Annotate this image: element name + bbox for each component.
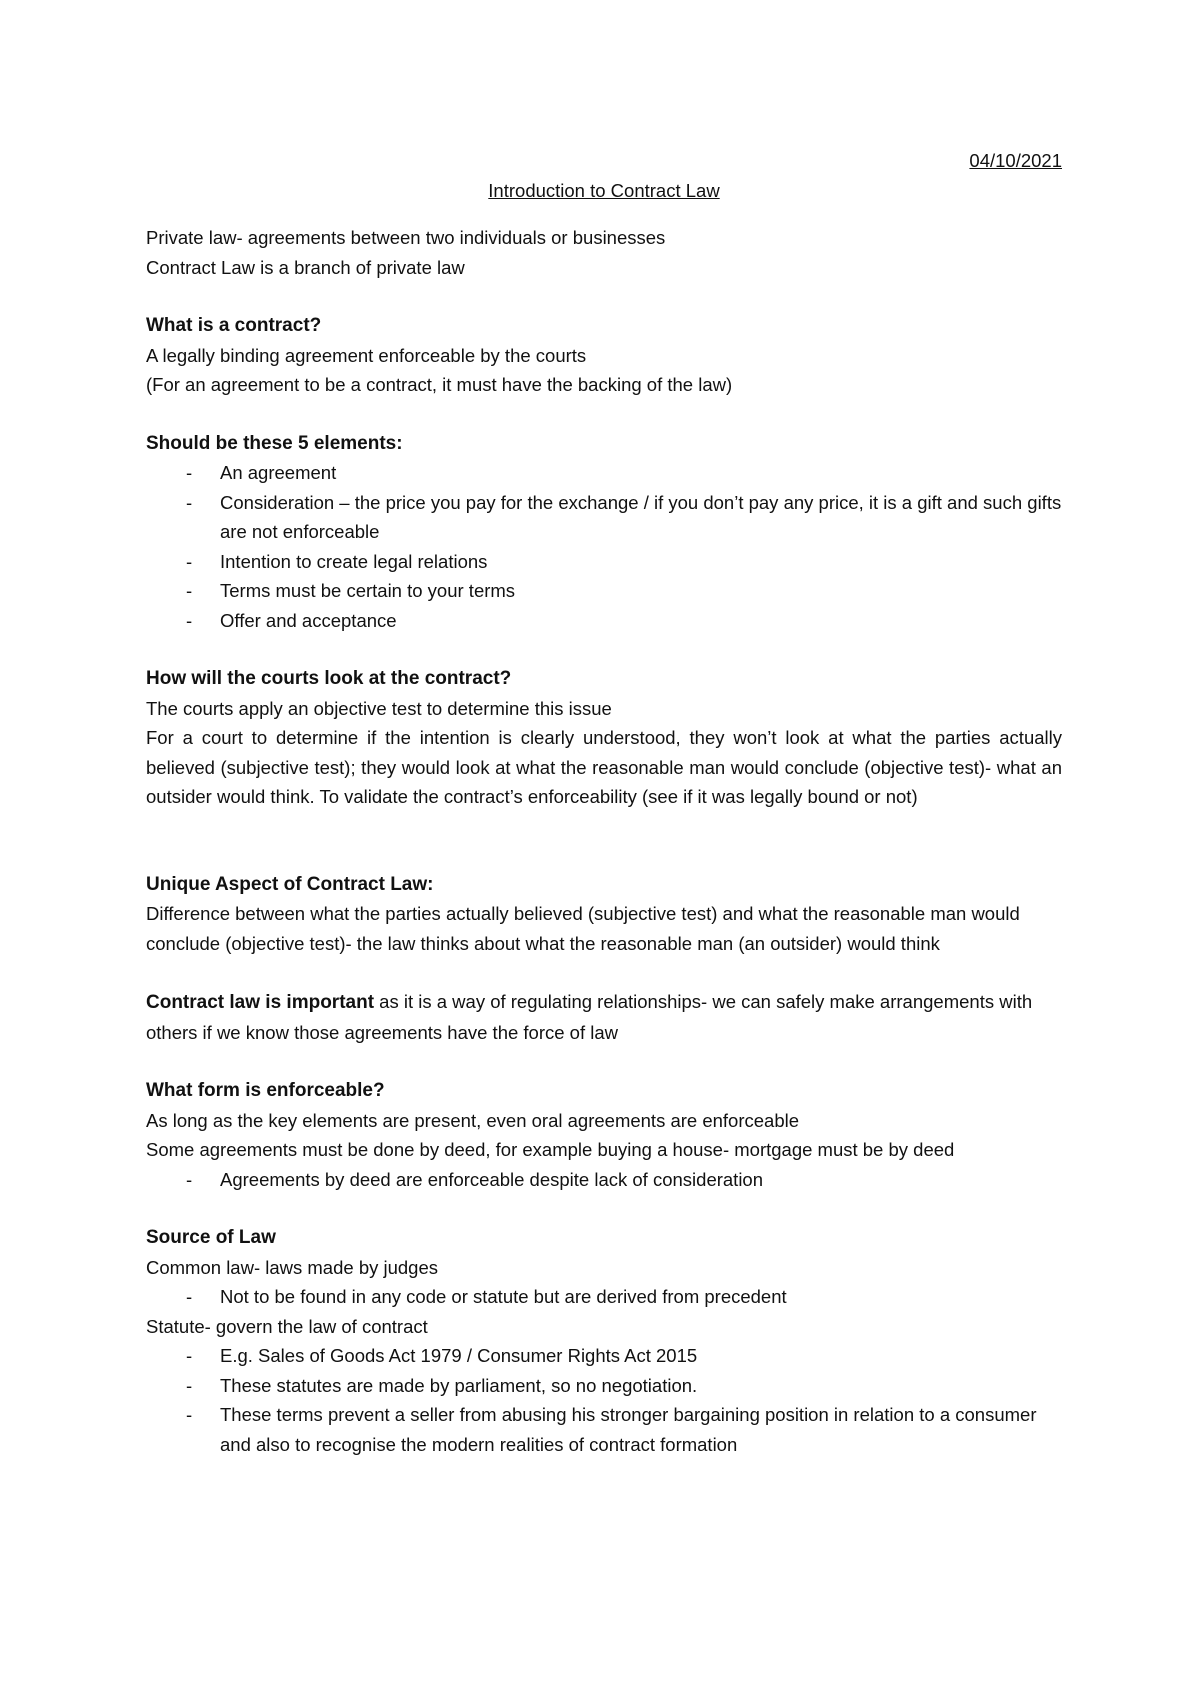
- intro-line: Contract Law is a branch of private law: [146, 256, 465, 278]
- form-list: [146, 1165, 1062, 1195]
- body-line: The courts apply an objective test to determine this issue: [146, 697, 612, 719]
- body-line: Some agreements must be done by deed, for example buying a house- mortgage must be by deed: [146, 1139, 955, 1160]
- body-line: (For an agreement to be a contract, it must have the backing of the law): [146, 374, 733, 395]
- document-date: 04/10/2021: [969, 150, 1062, 171]
- section-heading-unique-aspect: Unique Aspect of Contract Law:: [146, 873, 434, 895]
- list-item: - Agreements by deed are enforceable despite lack of consideration: [146, 1165, 1062, 1195]
- elements-list: [146, 458, 1062, 635]
- list-item: - Not to be found in any code or statute but are derived from precedent: [146, 1282, 1062, 1312]
- statute-list: [146, 1341, 1062, 1459]
- important-rest-text: as it is a way of regulating relationships- we can safely make arrangements with others if we know those agreements have the force of law: [146, 991, 1033, 1043]
- body-paragraph: Difference between what the parties actually believed (subjective test) and what the reasonable man would conclude (objective test)- the law thinks about what the reasonable man (an outsider) would think: [146, 903, 1020, 954]
- section-heading-source-of-law: Source of Law: [146, 1227, 276, 1248]
- body-line: Statute- govern the law of contract: [146, 1315, 428, 1337]
- list-item: - Consideration – the price you pay for the exchange / if you don’t pay any price, it is a gift and such gifts are not enforceable: [146, 488, 1062, 547]
- document-title: Introduction to Contract Law: [488, 179, 720, 201]
- list-item: - Offer and acceptance: [146, 606, 1062, 636]
- list-item: - Terms must be certain to your terms: [146, 576, 1062, 606]
- list-item: - An agreement: [146, 458, 1062, 488]
- list-item: - These terms prevent a seller from abusing his stronger bargaining position in relation to a consumer and also to recognise the modern realities of contract formation: [146, 1400, 1062, 1459]
- list-item: - E.g. Sales of Goods Act 1979 / Consumer Rights Act 2015: [146, 1341, 1062, 1371]
- intro-line: Private law- agreements between two individuals or businesses: [146, 227, 666, 248]
- important-paragraph: [146, 987, 1062, 1047]
- document-body: [146, 146, 1062, 1459]
- list-item: - These statutes are made by parliament, so no negotiation.: [146, 1371, 1062, 1401]
- body-paragraph: For a court to determine if the intention is clearly understood, they won’t look at what the parties actually believed (subjective test); they would look at what the reasonable man would conclude (objective test)- what an outsider would think. To validate the contract’s enforceability (see if it was legally bound or not): [146, 727, 1062, 807]
- common-law-list: [146, 1282, 1062, 1312]
- section-heading-what-is-contract: What is a contract?: [146, 315, 322, 336]
- body-line: A legally binding agreement enforceable by the courts: [146, 344, 587, 366]
- body-line: Common law- laws made by judges: [146, 1256, 439, 1278]
- section-heading-form: What form is enforceable?: [146, 1080, 385, 1101]
- section-heading-courts: How will the courts look at the contract?: [146, 668, 512, 689]
- section-heading-elements: Should be these 5 elements:: [146, 432, 403, 454]
- body-line: As long as the key elements are present, even oral agreements are enforceable: [146, 1109, 800, 1131]
- important-bold-text: Contract law is important: [146, 992, 375, 1013]
- list-item: - Intention to create legal relations: [146, 547, 1062, 577]
